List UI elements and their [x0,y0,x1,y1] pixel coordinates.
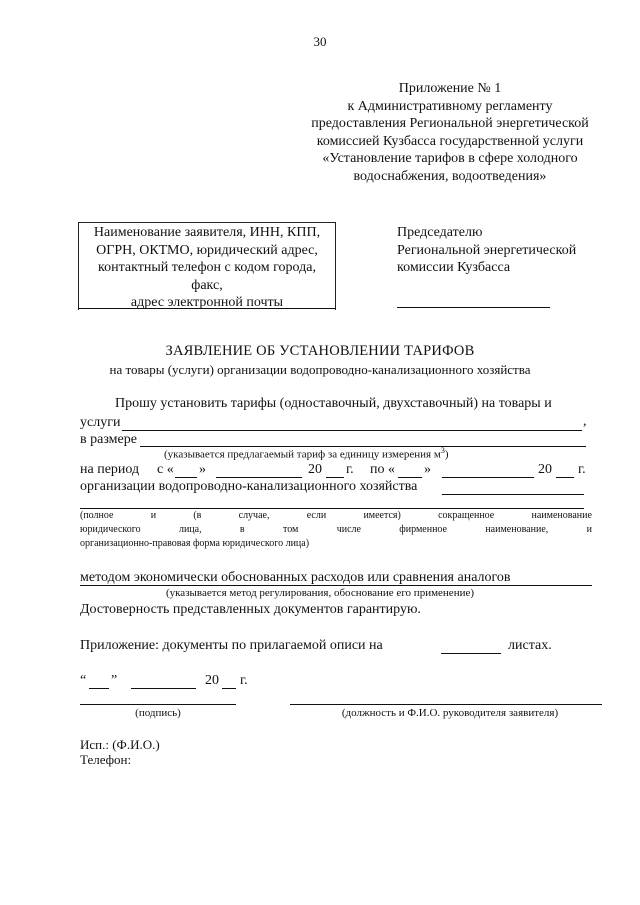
method-field[interactable] [80,585,592,586]
period-from-year-field[interactable] [326,477,344,478]
hint-word: числе [336,524,361,535]
signature-field[interactable] [80,704,236,705]
hint-word: наименование, [485,524,549,535]
organization-field-continued[interactable] [80,508,584,509]
hint-word: сокращенное [438,510,495,521]
organization-hint-line-2 [80,524,592,535]
organization-hint-line-3: организационно-правовая форма юридического лица) [80,538,310,549]
date-close-quote: ” [111,673,118,688]
applicant-details-box [78,222,336,310]
appendix-line: предоставления Региональной энергетической [311,116,589,131]
hint-word: фирменное [399,524,447,535]
appendix-line: Приложение № 1 [398,81,502,96]
period-to-year-prefix: 20 [538,462,552,477]
amount-label: в размере [80,432,137,447]
services-label: услуги [80,415,121,430]
period-from-label: с « [157,462,174,477]
recipient-line: комиссии Кузбасса [397,260,511,275]
date-year-prefix: 20 [205,673,219,688]
date-year-field[interactable] [222,688,236,689]
amount-hint: (указывается предлагаемый тариф за единицу измерения $м^3$) [164,446,449,461]
period-from-year-prefix: 20 [308,462,322,477]
organization-label: организации водопроводно-канализационного хозяйства [80,479,418,494]
appendix-line: «Установление тарифов в сфере холодного [322,151,578,166]
hint-word: (в [193,510,202,521]
date-day-field[interactable] [89,688,109,689]
organization-hint-line-1 [80,510,592,521]
quote-close: » [424,462,431,477]
hint-word: наименование [531,510,592,521]
appendix-line: водоснабжения, водоотведения» [353,168,547,184]
executor-phone-label: Телефон: [80,752,132,767]
date-open-quote: “ [80,673,87,688]
hint-word: и [150,510,157,521]
document-subtitle: на товары (услуги) организации водопроводно-канализационного хозяйства [109,362,531,377]
applicant-line: ОГРН, ОКТМО, юридический адрес, [96,242,318,258]
hint-word: имеется) [363,510,401,521]
recipient-line: Председателю [397,225,483,240]
year-suffix: г. [578,462,586,477]
applicant-line: контактный телефон с кодом города, [98,260,316,275]
organization-field[interactable] [442,494,584,495]
recipient-name-field[interactable] [397,307,550,308]
document-title: ЗАЯВЛЕНИЕ ОБ УСТАНОВЛЕНИИ ТАРИФОВ [165,343,475,359]
applicant-line: факс, [191,277,223,293]
recipient-line: Региональной энергетической [397,242,577,258]
services-field[interactable] [122,430,582,431]
attachment-suffix: листах. [508,638,552,653]
hint-word: лица, [178,524,202,535]
applicant-line: адрес электронной почты [130,295,284,310]
period-to-year-field[interactable] [556,477,574,478]
appendix-line: к Административному регламенту [347,98,553,114]
position-name-hint: (должность и Ф.И.О. руководителя заявителя) [341,707,559,719]
attachment-pages-field[interactable] [441,653,501,654]
guarantee-statement: Достоверность представленных документов гарантирую. [80,602,421,617]
period-to-label: по « [370,462,395,477]
executor-label: Исп.: (Ф.И.О.) [80,737,160,752]
date-year-suffix: г. [240,673,248,688]
appendix-header [300,80,600,185]
hint-word: (полное [80,510,114,521]
signature-hint: (подпись) [135,707,181,719]
period-label: на период [80,462,140,477]
hint-word: случае, [238,510,270,521]
hint-word: и [586,524,592,535]
method-hint: (указывается метод регулирования, обоснование его применение) [165,587,475,599]
recipient-block [397,224,576,277]
method-text: методом экономически обоснованных расходов или сравнения аналогов [80,570,511,585]
period-to-month-field[interactable] [442,477,534,478]
year-suffix: г. [346,462,354,477]
hint-word: том [282,524,299,535]
services-comma: , [583,414,587,429]
period-from-day-field[interactable] [175,477,197,478]
date-month-field[interactable] [131,688,196,689]
request-text: Прошу установить тарифы (одноставочный, двухставочный) на товары и [115,396,552,411]
attachment-label: Приложение: документы по прилагаемой описи на [80,638,383,653]
applicant-line: Наименование заявителя, ИНН, КПП, [93,225,321,240]
page-number: 30 [313,34,327,49]
hint-word: в [239,524,245,535]
period-from-month-field[interactable] [216,477,302,478]
hint-word: юридического [80,524,141,535]
position-name-field[interactable] [290,704,602,705]
hint-word: если [306,510,327,521]
period-to-day-field[interactable] [398,477,422,478]
quote-close: » [199,462,206,477]
applicant-box-bottom-rule [78,308,336,309]
appendix-line: комиссией Кузбасса государственной услуги [316,133,584,149]
